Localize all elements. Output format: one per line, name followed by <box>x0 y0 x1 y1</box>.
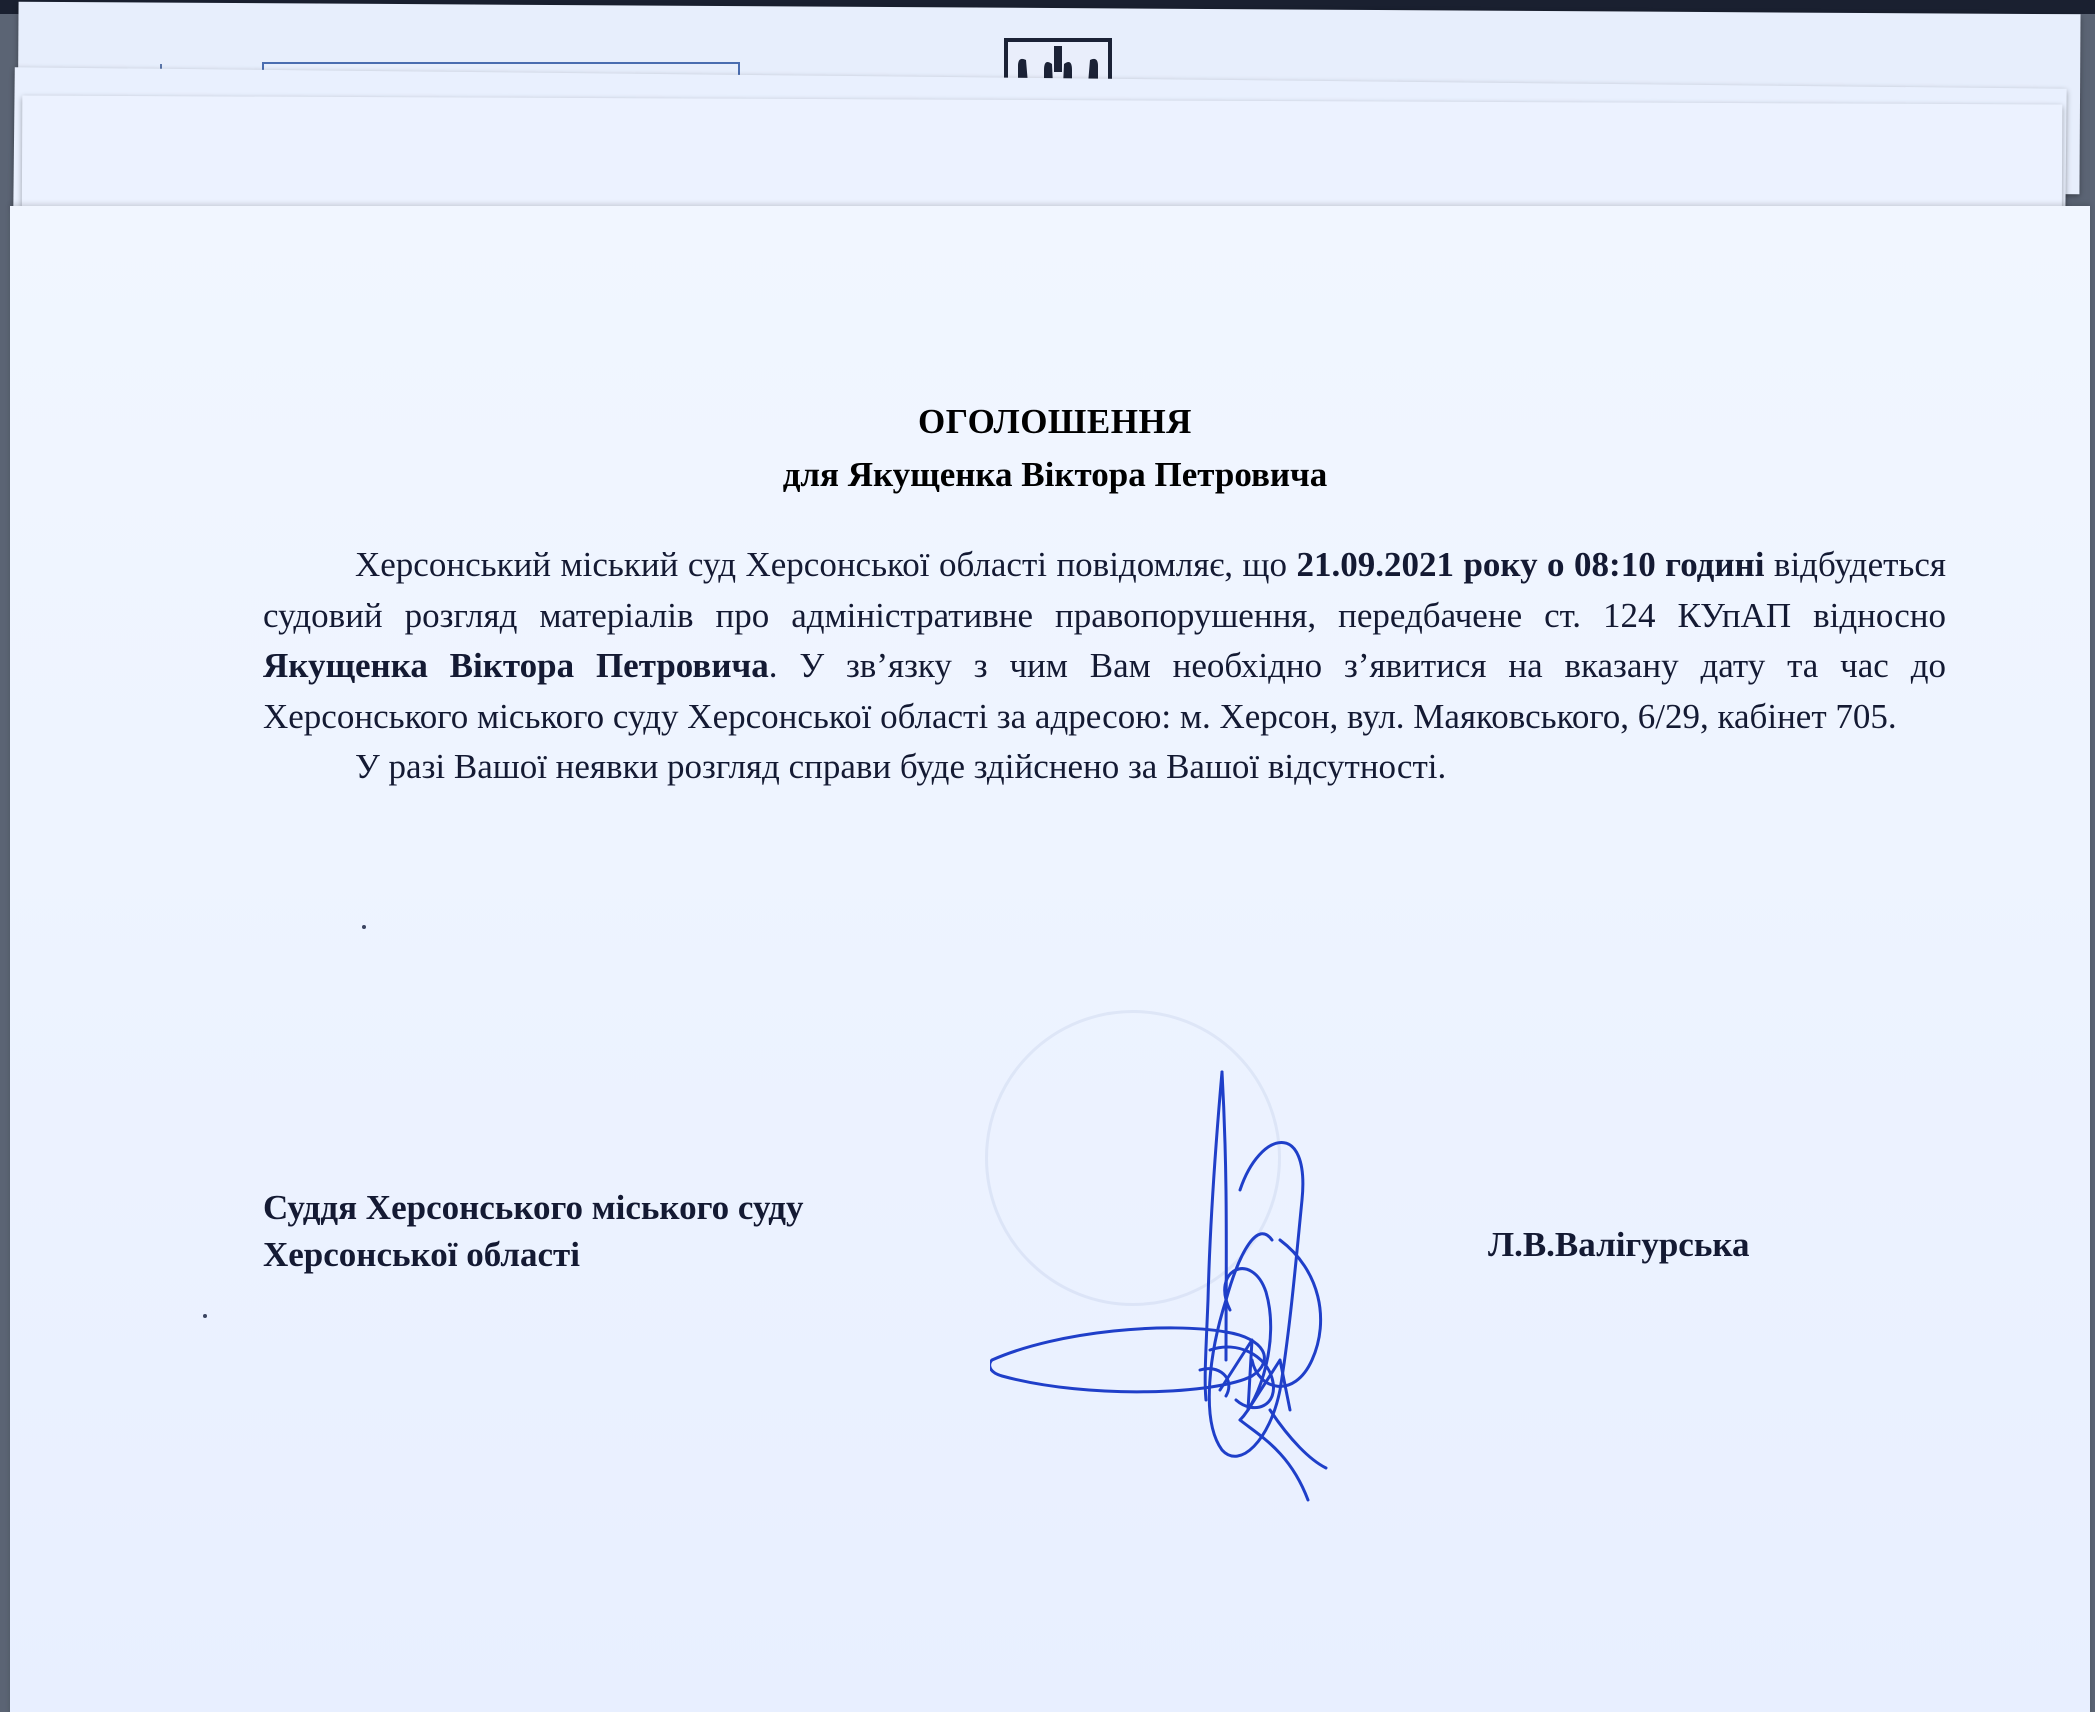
hearing-date-time: 21.09.2021 року о 08:10 годині <box>1296 545 1765 584</box>
notice-paragraph-1 <box>263 540 1946 742</box>
paragraph-1-part-1: Херсонський міський суд Херсонської області повідомляє, що <box>355 545 1297 584</box>
handwritten-signature <box>990 1060 1390 1510</box>
paragraph-1-part-2: відбудеться судовий розгляд матеріалів про адміністративне правопорушення, передбачене ст. 124 КУпАП відносно <box>263 545 1946 635</box>
paragraph-1-part-3: . У зв’язку з чим Вам необхідно з’явитися на вказану дату та час до Херсонського міського суду Херсонської області за адресою: м. Херсон, вул. Маяковського, 6/29, кабінет 705. <box>263 646 1947 736</box>
notice-title: ОГОЛОШЕННЯ <box>918 402 1192 441</box>
judge-position <box>263 1184 803 1278</box>
notice-paragraph-2: У разі Вашої неявки розгляд справи буде здійснено за Вашої відсутності. <box>355 747 1447 786</box>
judge-name: Л.В.Валігурська <box>1488 1225 1750 1264</box>
person-name: Якущенка Віктора Петровича <box>263 646 769 685</box>
ink-speck-2 <box>203 1314 207 1318</box>
judge-position-line-2: Херсонської області <box>263 1235 580 1274</box>
notice-body <box>263 540 1946 793</box>
notice-subtitle: для Якущенка Віктора Петровича <box>782 455 1328 494</box>
ink-speck <box>362 925 366 929</box>
judge-position-line-1: Суддя Херсонського міського суду <box>263 1188 804 1227</box>
